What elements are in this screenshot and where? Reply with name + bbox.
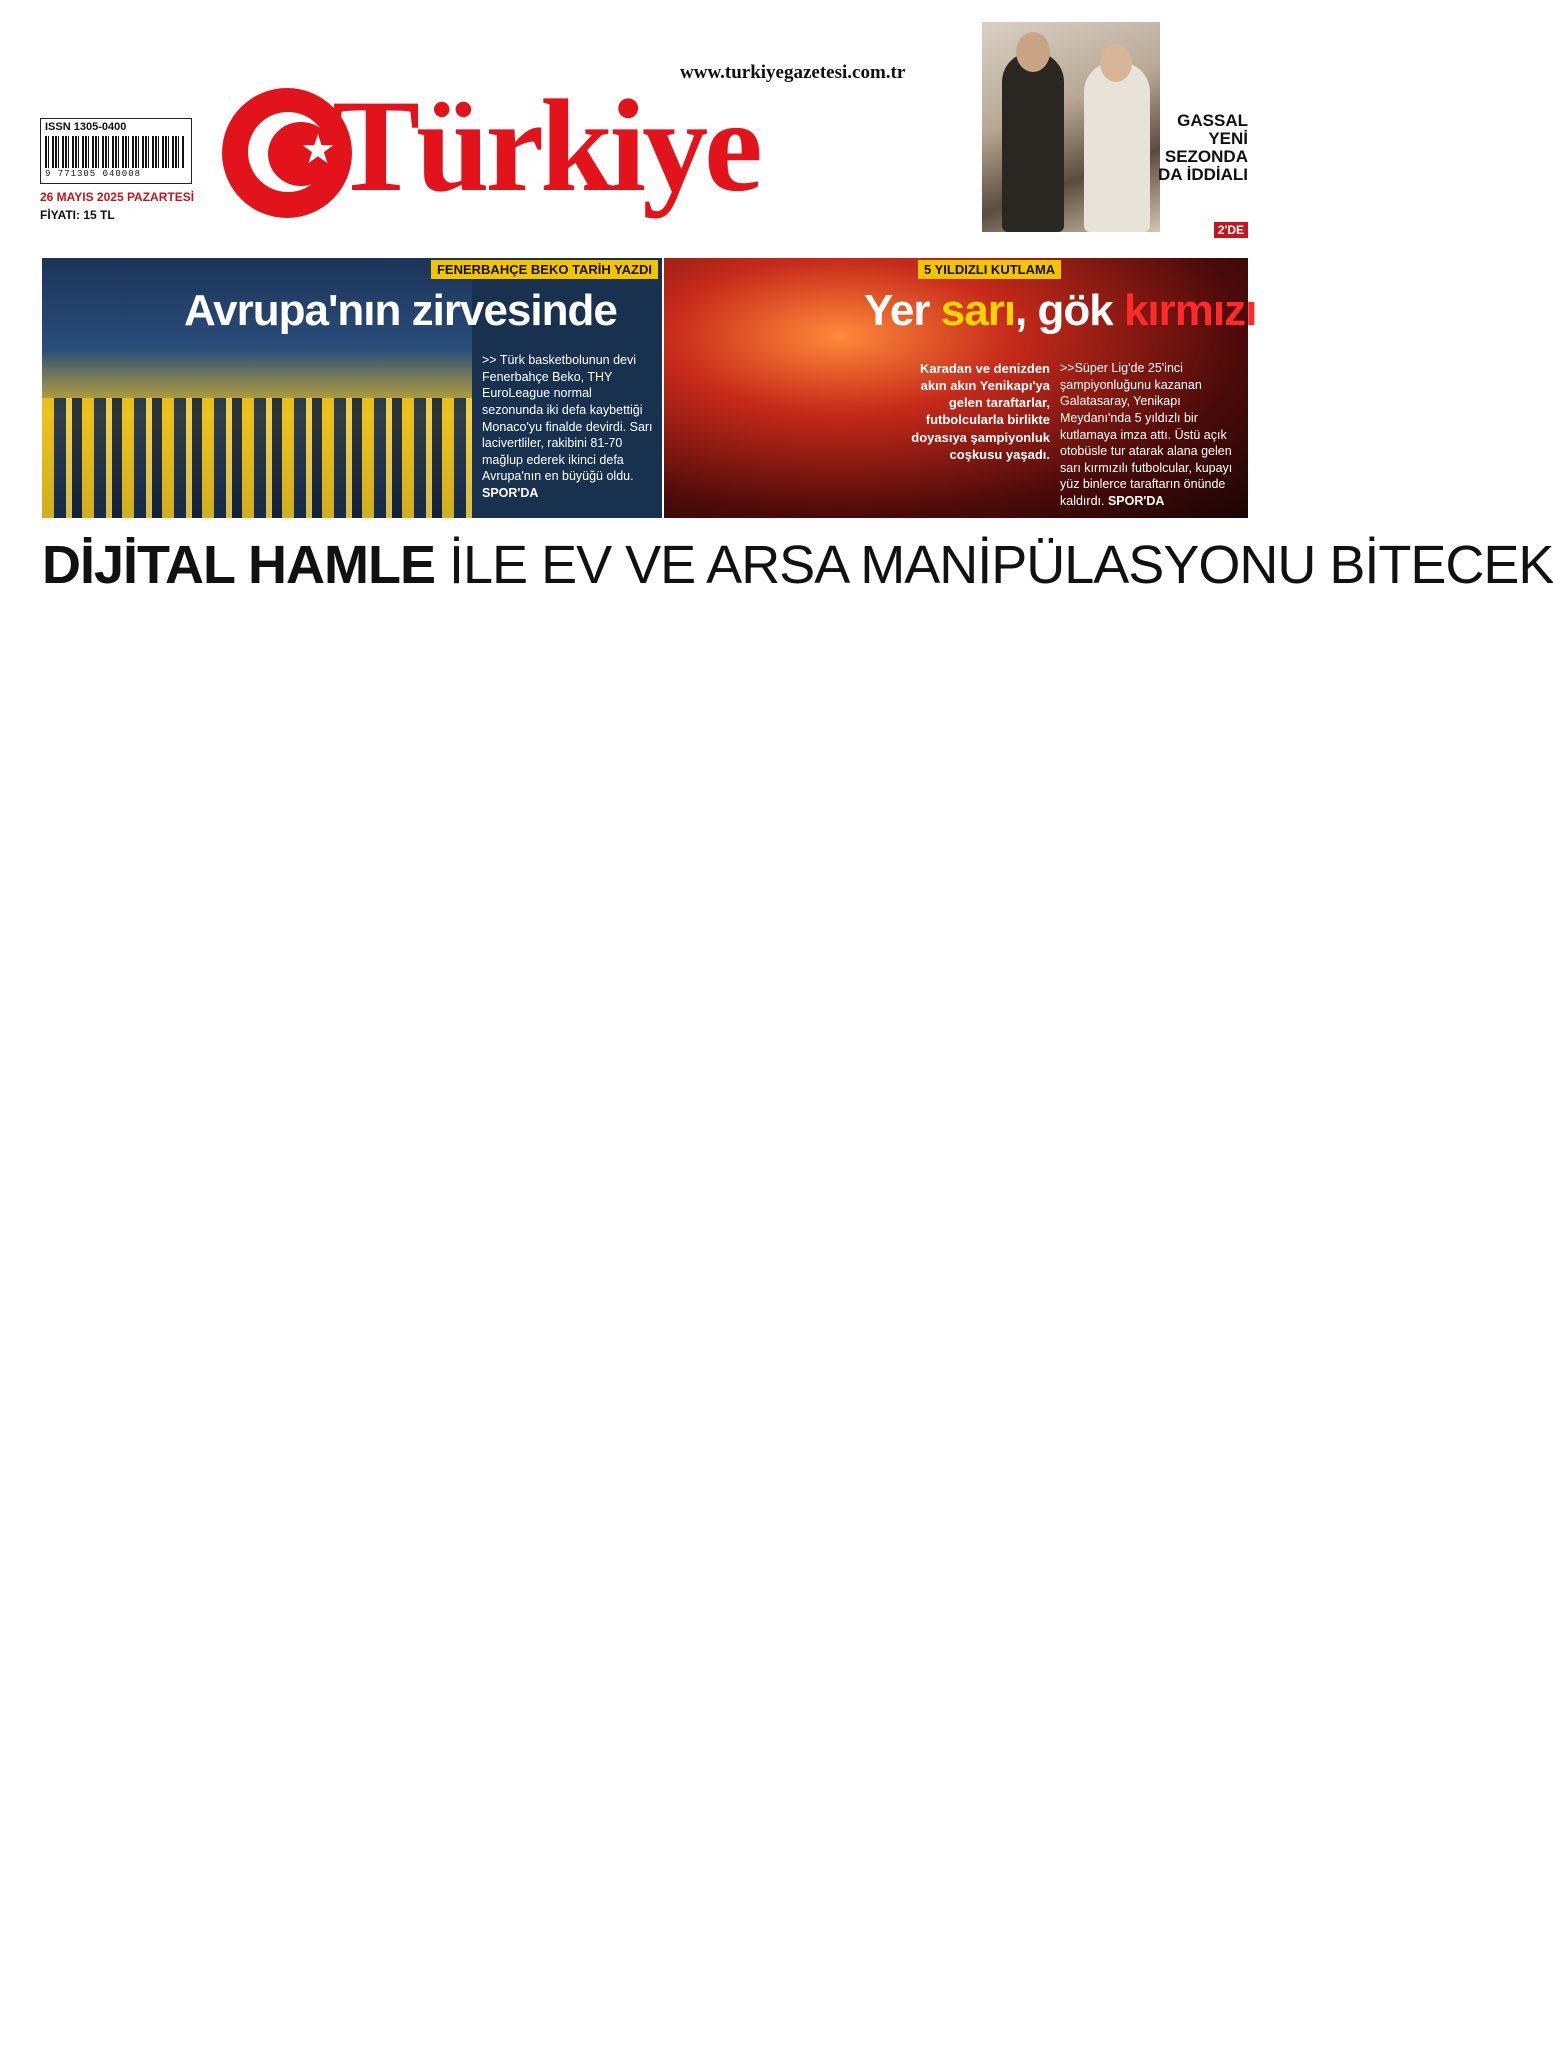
- promo-head-woman: [1100, 44, 1132, 82]
- page-ref: SPOR'DA: [1107, 494, 1165, 508]
- sports-story-galatasaray[interactable]: [664, 258, 1257, 518]
- promo-head-man: [1016, 32, 1050, 72]
- issn-box: [40, 118, 192, 184]
- issn-label: ISSN 1305-0400: [45, 121, 127, 133]
- promo-page-ref: 2'DE: [1214, 222, 1248, 238]
- story-headline: [864, 286, 1256, 336]
- lead-kicker-rest: İLE EV VE ARSA MANİPÜLASYONU BİTECEK: [435, 535, 1553, 595]
- promo-box[interactable]: [982, 22, 1252, 237]
- headline-red-word: kırmızı: [1123, 286, 1257, 335]
- barcode: [45, 136, 185, 168]
- story-tag: 5 YILDIZLI KUTLAMA: [918, 260, 1061, 279]
- story-tag: FENERBAHÇE BEKO TARİH YAZDI: [431, 260, 658, 279]
- sports-story-fenerbahce[interactable]: [42, 258, 662, 518]
- sports-band: [42, 258, 1257, 518]
- story-body: [482, 352, 654, 502]
- story-body: [1060, 360, 1240, 510]
- masthead: [0, 0, 1280, 255]
- issue-date: 26 MAYIS 2025 PAZARTESİ: [40, 190, 195, 204]
- headline-part: , gök: [1015, 286, 1124, 335]
- promo-figure-woman: [1084, 62, 1150, 232]
- page-ref: SPOR'DA: [482, 486, 539, 500]
- promo-photo: [982, 22, 1160, 232]
- issue-price: FİYATI: 15 TL: [40, 208, 115, 222]
- story-body-text: >>Süper Lig'de 25'inci şampiyonluğunu kazanan Galatasaray, Yenikapı Meydanı'nda 5 yıldızlı bir kutlamaya imza attı. Üstü açık otobüsle tur atarak alana gelen sarı kırmızılı futbolcular, kupayı yüz binlerce taraftarın önünde kaldırdı.: [1060, 361, 1233, 508]
- promo-figure-man: [1002, 52, 1064, 232]
- headline-part: Yer: [864, 286, 941, 335]
- website-link[interactable]: www.turkiyegazetesi.com.tr: [680, 62, 906, 83]
- story-subhead: Karadan ve denizden akın akın Yenikapı'ya gelen taraftarlar, futbolcularla birlikte doyasıya şampiyonluk coşkusu yaşadı.: [911, 361, 1050, 462]
- story-headline: Avrupa'nın zirvesinde: [184, 286, 617, 335]
- promo-text: GASSAL YENİ SEZONDA DA İDDİALI: [1157, 111, 1248, 184]
- star-icon: ★: [300, 128, 336, 172]
- team-crowd: [42, 398, 472, 518]
- barcode-number: 9 771305 040008: [45, 169, 142, 179]
- story-body-text: >> Türk basketbolunun devi Fenerbahçe Beko, THY EuroLeague normal sezonunda iki defa kaybettiği Monaco'yu finalde devirdi. Sarı lacivertliler, rakibini 81-70 mağlup ederek ikinci defa Avrupa'nın en büyüğü oldu.: [482, 353, 653, 484]
- headline-yellow-word: sarı: [940, 286, 1016, 335]
- newspaper-front-page: [0, 0, 1553, 600]
- lead-kicker-bold: DİJİTAL HAMLE: [42, 535, 436, 595]
- lead-kicker[interactable]: [42, 535, 1553, 595]
- logo-text: Türkiye: [332, 72, 759, 219]
